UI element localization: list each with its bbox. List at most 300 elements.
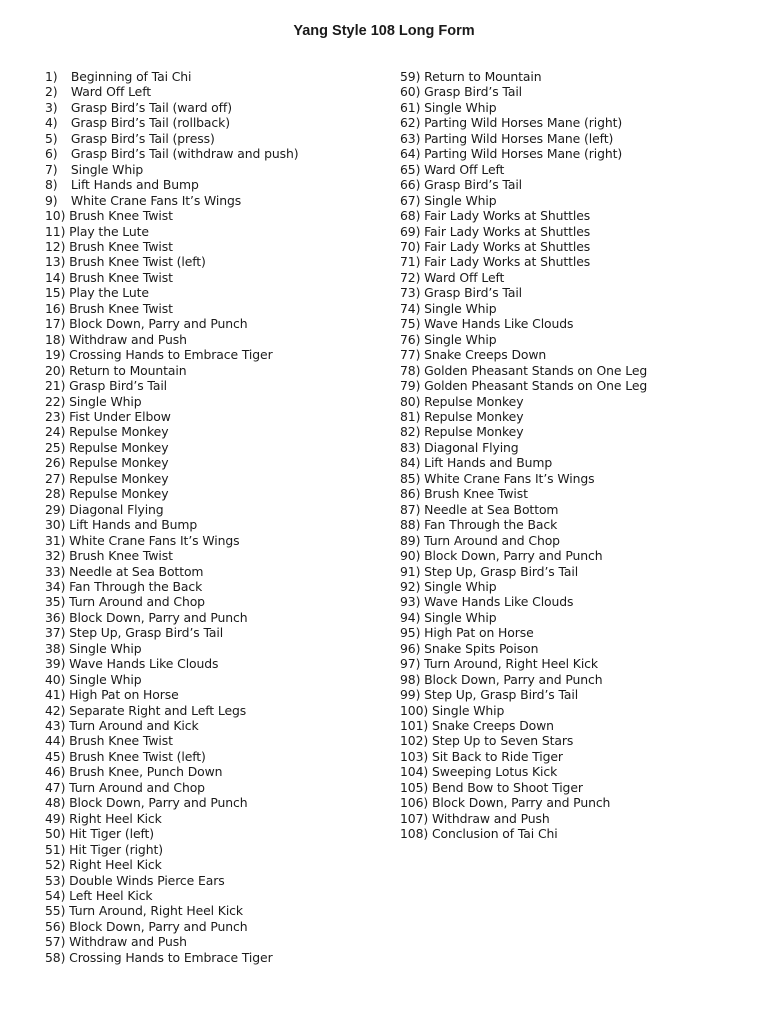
item-number: 26) [45,455,66,471]
list-item [400,162,647,177]
item-number: 106) [400,795,429,811]
item-name: Repulse Monkey [69,424,169,440]
item-name: Single Whip [424,578,497,594]
list-item [400,641,647,656]
item-number: 28) [45,486,66,502]
item-name: Needle at Sea Bottom [424,501,559,517]
item-number: 48) [45,795,66,811]
item-number: 96) [400,640,421,656]
list-item [400,795,647,810]
item-name: Grasp Bird’s Tail (press) [70,130,215,146]
item-number: 53) [45,872,66,888]
list-item [400,811,647,826]
list-item [400,363,647,378]
item-number: 68) [400,208,421,224]
list-item [45,347,299,362]
item-number: 76) [400,331,421,347]
item-name: Repulse Monkey [424,424,524,440]
item-number: 21) [45,378,66,394]
list-item [400,502,647,517]
item-number: 8) [45,177,58,193]
list-item [400,316,647,331]
list-item [400,625,647,640]
item-number: 55) [45,903,66,919]
item-name: Brush Knee Twist [69,208,173,224]
item-name: Single Whip [69,640,142,656]
item-number: 50) [45,826,66,842]
item-name: Snake Creeps Down [431,718,554,734]
item-name: Block Down, Parry and Punch [69,918,248,934]
item-number: 77) [400,347,421,363]
item-number: 12) [45,238,66,254]
item-name: Brush Knee Twist (left) [69,254,206,270]
item-number: 22) [45,393,66,409]
list-item [400,285,647,300]
item-name: Parting Wild Horses Mane (left) [424,130,614,146]
list-item [45,440,299,455]
list-item [45,625,299,640]
item-number: 35) [45,594,66,610]
list-item [400,301,647,316]
item-name: Lift Hands and Bump [424,455,553,471]
list-item [400,780,647,795]
item-number: 4) [45,115,58,131]
list-item [45,718,299,733]
item-name: Brush Knee Twist [69,269,173,285]
list-item [400,486,647,501]
item-number: 83) [400,439,421,455]
item-name: Play the Lute [69,285,149,301]
item-number: 93) [400,594,421,610]
item-name: Block Down, Parry and Punch [424,548,603,564]
item-name: Wave Hands Like Clouds [424,316,574,332]
item-name: Ward Off Left [424,161,505,177]
item-number: 104) [400,764,429,780]
list-item [45,873,299,888]
list-item [45,857,299,872]
list-item [45,888,299,903]
item-name: Ward Off Left [424,269,505,285]
item-name: Bend Bow to Shoot Tiger [431,779,583,795]
list-item [400,579,647,594]
item-name: Right Heel Kick [69,857,162,873]
list-item [400,270,647,285]
item-number: 69) [400,223,421,239]
item-name: Block Down, Parry and Punch [69,316,248,332]
list-item [45,919,299,934]
item-number: 78) [400,362,421,378]
item-name: Fan Through the Back [69,578,203,594]
item-number: 2) [45,84,58,100]
list-item [400,749,647,764]
item-name: Repulse Monkey [69,470,169,486]
item-name: Brush Knee, Punch Down [69,764,223,780]
item-number: 39) [45,656,66,672]
list-item [45,934,299,949]
item-name: Step Up, Grasp Bird’s Tail [424,687,579,703]
item-name: Fair Lady Works at Shuttles [424,238,591,254]
item-name: Parting Wild Horses Mane (right) [424,115,623,131]
item-number: 10) [45,208,66,224]
item-number: 90) [400,548,421,564]
item-number: 43) [45,718,66,734]
item-name: Grasp Bird’s Tail (rollback) [70,115,230,131]
item-name: Brush Knee Twist [69,733,173,749]
item-number: 17) [45,316,66,332]
list-item [45,564,299,579]
list-item [45,703,299,718]
item-number: 80) [400,393,421,409]
item-name: Hit Tiger (right) [69,841,163,857]
list-item [400,533,647,548]
item-number: 65) [400,161,421,177]
item-number: 37) [45,625,66,641]
item-number: 72) [400,269,421,285]
list-item [45,656,299,671]
item-number: 60) [400,84,421,100]
item-number: 63) [400,130,421,146]
item-number: 56) [45,918,66,934]
item-number: 71) [400,254,421,270]
list-item [45,316,299,331]
item-number: 105) [400,779,429,795]
list-item [45,548,299,563]
item-number: 59) [400,69,421,84]
list-item [400,610,647,625]
item-name: Grasp Bird’s Tail [69,378,168,394]
item-number: 45) [45,748,66,764]
item-number: 85) [400,470,421,486]
list-item [400,440,647,455]
item-name: White Crane Fans It’s Wings [424,470,595,486]
item-name: Turn Around and Chop [424,532,560,548]
item-name: High Pat on Horse [424,625,534,641]
item-name: Single Whip [424,99,497,115]
item-name: Right Heel Kick [69,810,162,826]
list-item [45,301,299,316]
item-number: 64) [400,146,421,162]
item-name: Step Up, Grasp Bird’s Tail [424,563,579,579]
list-item [45,363,299,378]
item-number: 18) [45,331,66,347]
item-number: 36) [45,609,66,625]
item-number: 11) [45,223,66,239]
list-item [45,394,299,409]
item-number: 20) [45,362,66,378]
item-number: 86) [400,486,421,502]
item-name: Brush Knee Twist [69,300,173,316]
list-item [45,254,299,269]
item-name: Sweeping Lotus Kick [431,764,558,780]
item-name: Grasp Bird’s Tail [424,84,523,100]
list-item [400,517,647,532]
list-item [45,533,299,548]
list-item [400,594,647,609]
item-number: 5) [45,130,58,146]
item-number: 88) [400,517,421,533]
list-item [45,146,299,161]
list-item [45,115,299,130]
item-name: Grasp Bird’s Tail (withdraw and push) [70,146,299,162]
item-number: 30) [45,517,66,533]
list-item [45,409,299,424]
item-name: Fair Lady Works at Shuttles [424,208,591,224]
list-item [400,177,647,192]
item-name: Single Whip [424,331,497,347]
item-name: Turn Around and Kick [69,718,199,734]
item-name: Grasp Bird’s Tail [424,285,523,301]
form-list-left-column [45,69,299,965]
item-name: Golden Pheasant Stands on One Leg [424,378,648,394]
list-item [45,672,299,687]
list-item [400,718,647,733]
list-item [45,826,299,841]
item-number: 75) [400,316,421,332]
list-item [400,84,647,99]
list-item [45,270,299,285]
item-name: Ward Off Left [70,84,152,100]
item-number: 1) [45,69,58,84]
item-name: Fair Lady Works at Shuttles [424,254,591,270]
item-name: Snake Creeps Down [424,347,547,363]
item-name: Beginning of Tai Chi [70,69,192,84]
item-number: 29) [45,501,66,517]
list-item [400,131,647,146]
list-item [45,517,299,532]
item-number: 61) [400,99,421,115]
list-item [45,455,299,470]
item-number: 95) [400,625,421,641]
item-name: Single Whip [69,393,142,409]
item-number: 82) [400,424,421,440]
item-number: 23) [45,408,66,424]
item-name: Block Down, Parry and Punch [69,609,248,625]
item-number: 51) [45,841,66,857]
item-number: 81) [400,408,421,424]
item-number: 40) [45,671,66,687]
list-item [45,749,299,764]
list-item [400,69,647,84]
item-name: Sit Back to Ride Tiger [431,748,563,764]
list-item [400,455,647,470]
list-item [400,672,647,687]
item-name: Brush Knee Twist [424,486,528,502]
item-name: Diagonal Flying [69,501,164,517]
item-number: 49) [45,810,66,826]
item-number: 38) [45,640,66,656]
item-name: Single Whip [424,609,497,625]
list-item [400,564,647,579]
item-name: Hit Tiger (left) [69,826,154,842]
item-name: Repulse Monkey [69,455,169,471]
item-number: 103) [400,748,429,764]
item-number: 79) [400,378,421,394]
item-name: Turn Around, Right Heel Kick [69,903,243,919]
list-item [45,378,299,393]
list-item [400,378,647,393]
item-name: Fan Through the Back [424,517,558,533]
list-item [45,687,299,702]
item-name: Wave Hands Like Clouds [69,656,219,672]
item-number: 107) [400,810,429,826]
item-number: 16) [45,300,66,316]
list-item [400,254,647,269]
item-name: High Pat on Horse [69,687,179,703]
item-name: Turn Around, Right Heel Kick [424,656,598,672]
item-number: 41) [45,687,66,703]
item-name: Single Whip [431,702,505,718]
list-item [45,811,299,826]
list-item [400,656,647,671]
list-item [45,903,299,918]
item-number: 67) [400,192,421,208]
list-item [45,285,299,300]
item-name: Single Whip [424,192,497,208]
item-number: 94) [400,609,421,625]
item-name: Repulse Monkey [69,486,169,502]
item-name: Grasp Bird’s Tail [424,177,523,193]
item-name: Double Winds Pierce Ears [69,872,225,888]
item-number: 3) [45,99,58,115]
item-number: 57) [45,934,66,950]
list-item [400,332,647,347]
item-name: Fair Lady Works at Shuttles [424,223,591,239]
item-number: 52) [45,857,66,873]
document-title: Yang Style 108 Long Form [293,23,475,39]
list-item [45,424,299,439]
list-item [45,610,299,625]
list-item [45,69,299,84]
list-item [45,950,299,965]
list-item [400,115,647,130]
list-item [45,193,299,208]
list-item [400,424,647,439]
list-item [45,332,299,347]
list-item [400,826,647,841]
item-name: White Crane Fans It’s Wings [70,192,242,208]
item-number: 62) [400,115,421,131]
item-number: 47) [45,779,66,795]
item-number: 6) [45,146,58,162]
item-number: 87) [400,501,421,517]
item-name: Lift Hands and Bump [70,177,199,193]
list-item [45,224,299,239]
list-item [45,471,299,486]
item-name: Repulse Monkey [424,393,524,409]
item-name: Grasp Bird’s Tail (ward off) [70,99,232,115]
item-number: 42) [45,702,66,718]
item-number: 84) [400,455,421,471]
list-item [45,502,299,517]
form-list-right-column [400,69,647,842]
item-name: Lift Hands and Bump [69,517,198,533]
item-number: 74) [400,300,421,316]
list-item [45,208,299,223]
item-name: Single Whip [70,161,144,177]
item-name: Golden Pheasant Stands on One Leg [424,362,648,378]
item-number: 97) [400,656,421,672]
list-item [45,842,299,857]
item-name: White Crane Fans It’s Wings [69,532,240,548]
list-item [400,347,647,362]
item-name: Wave Hands Like Clouds [424,594,574,610]
list-item [45,641,299,656]
list-item [45,239,299,254]
list-item [400,548,647,563]
list-item [400,703,647,718]
list-item [400,224,647,239]
item-number: 33) [45,563,66,579]
item-number: 102) [400,733,429,749]
item-number: 58) [45,949,66,965]
item-number: 14) [45,269,66,285]
list-item [45,486,299,501]
item-name: Step Up, Grasp Bird’s Tail [69,625,224,641]
list-item [400,193,647,208]
item-number: 73) [400,285,421,301]
item-name: Play the Lute [69,223,149,239]
list-item [45,795,299,810]
item-name: Crossing Hands to Embrace Tiger [69,347,273,363]
item-number: 98) [400,671,421,687]
item-name: Diagonal Flying [424,439,519,455]
list-item [400,239,647,254]
list-item [45,764,299,779]
item-name: Crossing Hands to Embrace Tiger [69,949,273,965]
item-number: 24) [45,424,66,440]
list-item [45,780,299,795]
list-item [400,471,647,486]
list-item [45,84,299,99]
item-number: 89) [400,532,421,548]
item-name: Withdraw and Push [69,934,187,950]
item-name: Single Whip [69,671,142,687]
item-name: Block Down, Parry and Punch [431,795,611,811]
list-item [45,131,299,146]
item-name: Repulse Monkey [69,439,169,455]
list-item [400,733,647,748]
item-number: 99) [400,687,421,703]
item-name: Fist Under Elbow [69,408,171,424]
item-name: Brush Knee Twist (left) [69,748,206,764]
item-number: 19) [45,347,66,363]
item-name: Return to Mountain [424,69,542,84]
item-number: 13) [45,254,66,270]
item-number: 70) [400,238,421,254]
list-item [45,177,299,192]
item-name: Left Heel Kick [69,888,153,904]
item-name: Block Down, Parry and Punch [424,671,603,687]
list-item [400,100,647,115]
item-number: 54) [45,888,66,904]
item-name: Brush Knee Twist [69,548,173,564]
list-item [400,146,647,161]
item-name: Single Whip [424,300,497,316]
item-name: Repulse Monkey [424,408,524,424]
item-name: Withdraw and Push [69,331,187,347]
item-number: 66) [400,177,421,193]
item-number: 27) [45,470,66,486]
item-number: 100) [400,702,429,718]
item-name: Return to Mountain [69,362,187,378]
list-item [400,764,647,779]
item-number: 101) [400,718,429,734]
list-item [45,579,299,594]
item-name: Separate Right and Left Legs [69,702,247,718]
list-item [45,100,299,115]
item-name: Turn Around and Chop [69,594,205,610]
item-name: Conclusion of Tai Chi [431,826,558,842]
